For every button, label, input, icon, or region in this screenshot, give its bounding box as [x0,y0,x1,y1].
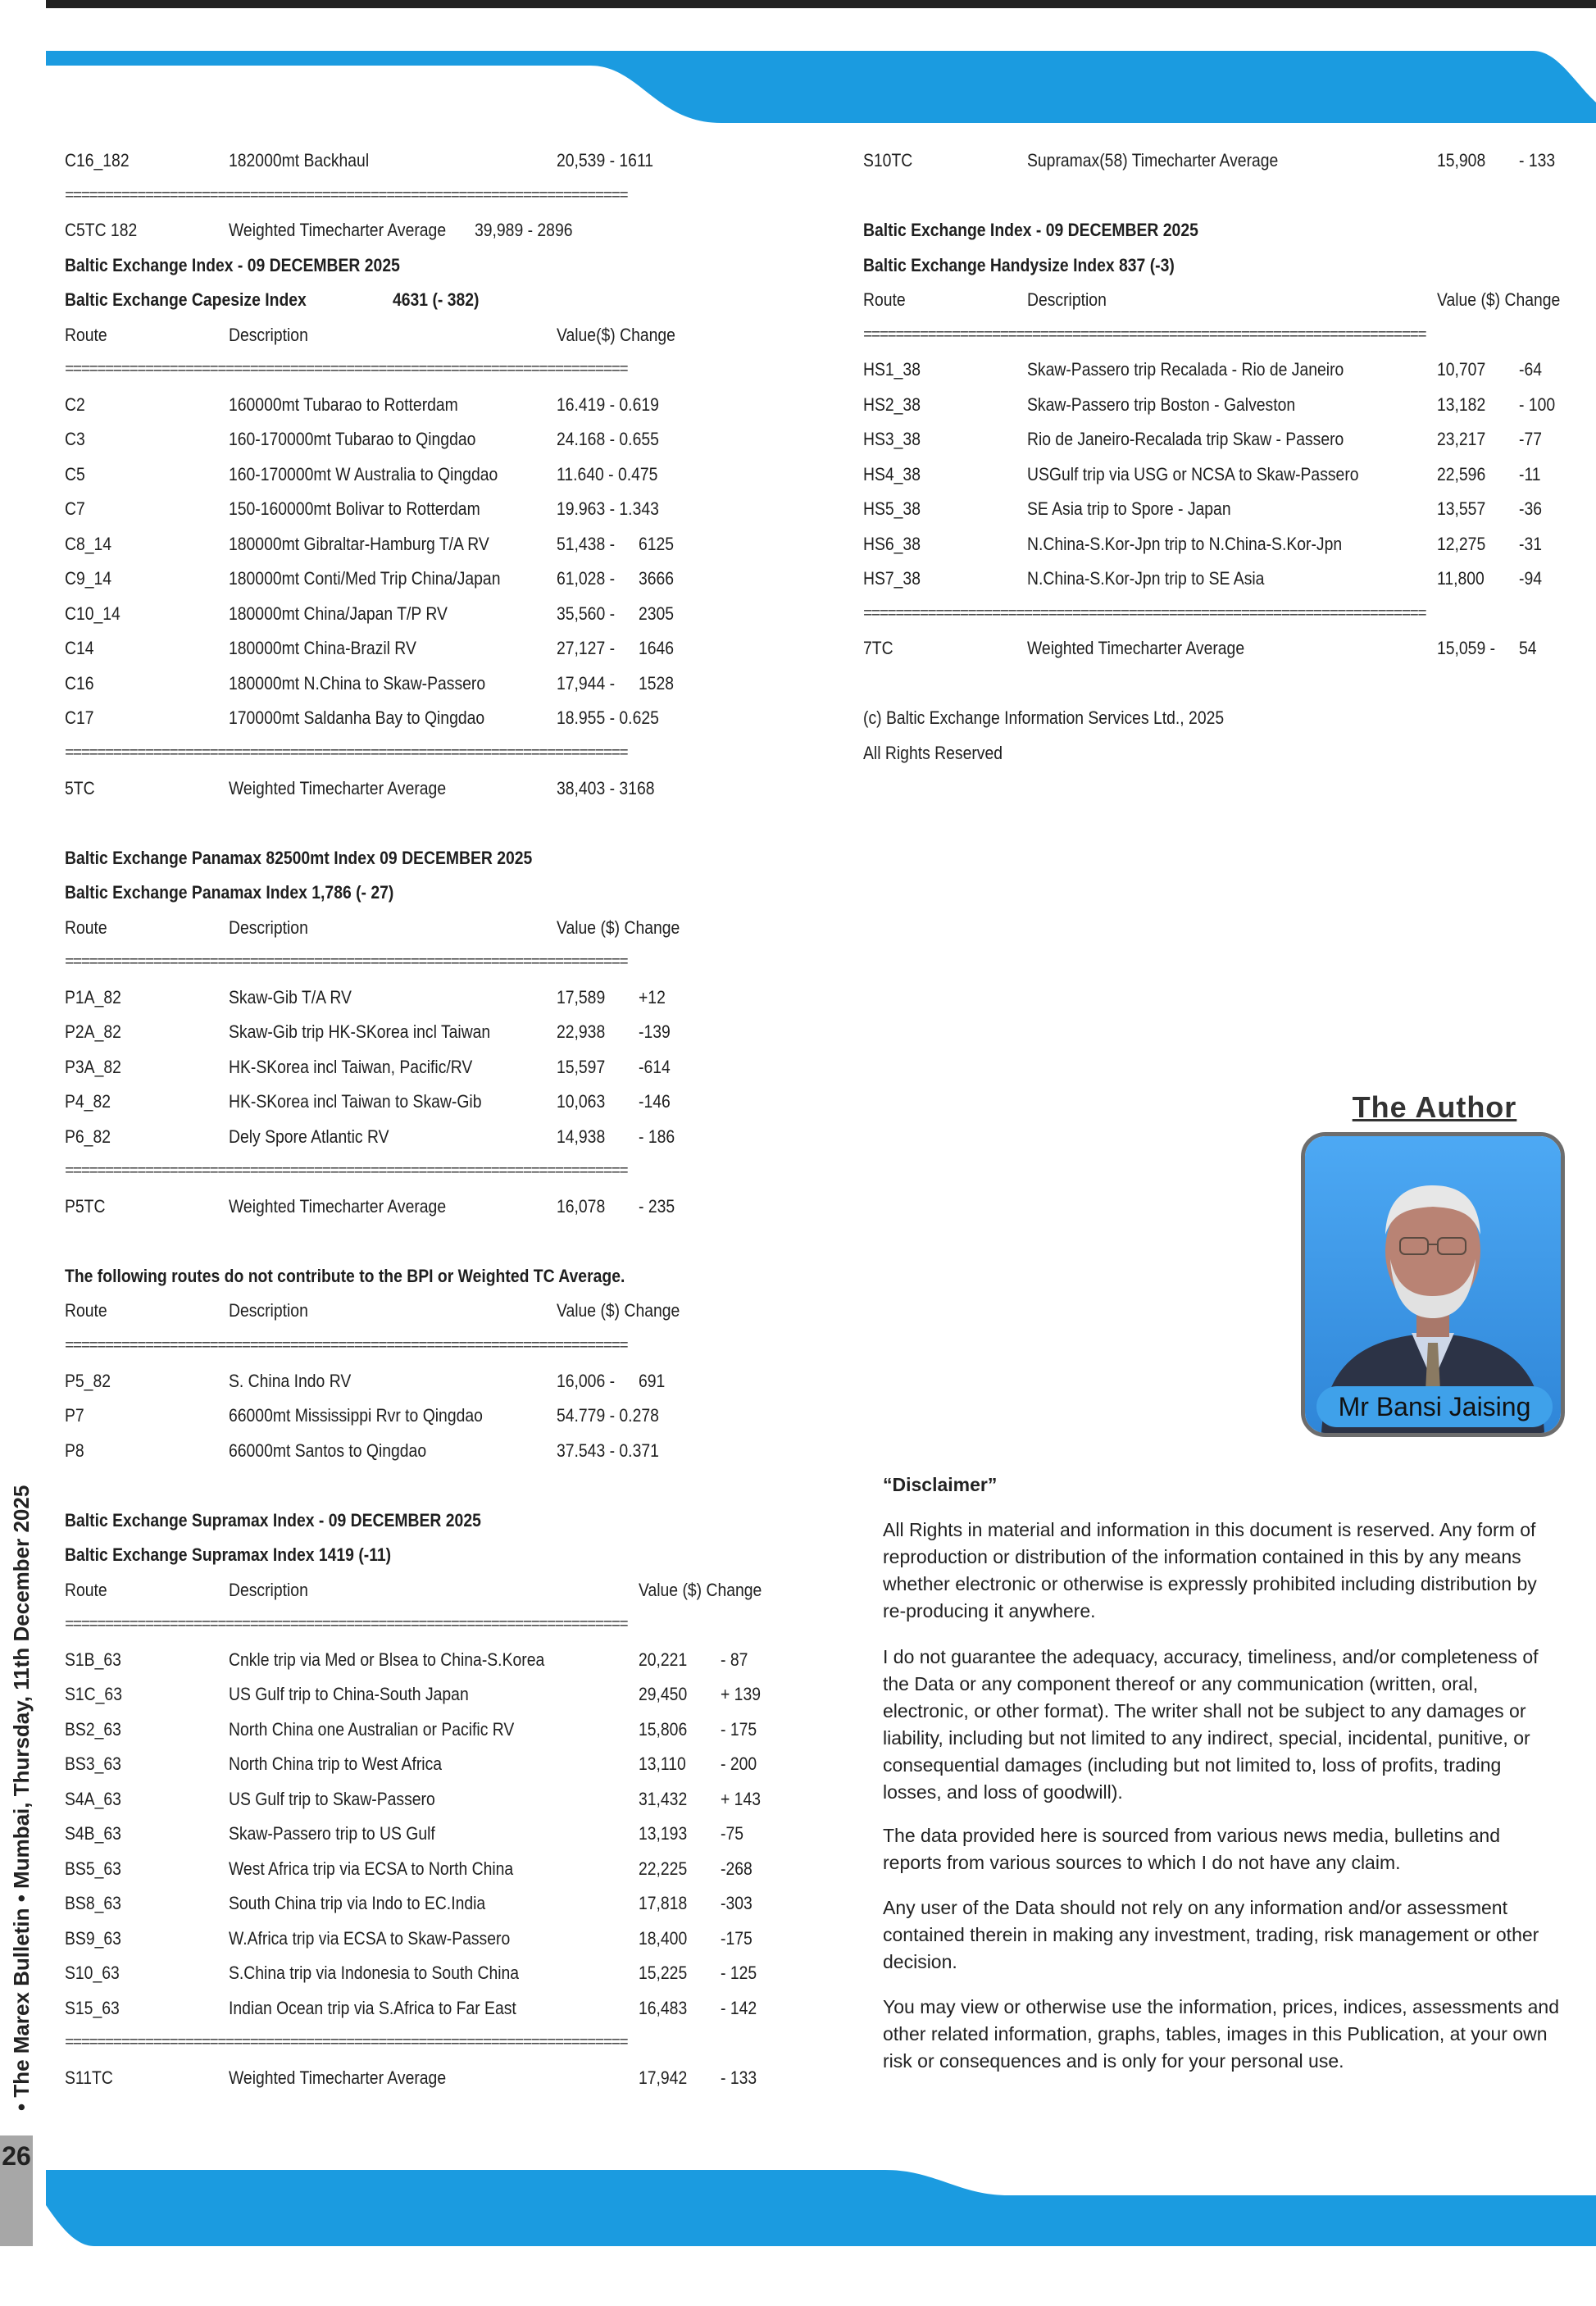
route-value: 17,589 [557,987,606,1007]
handysize-title: Baltic Exchange Index - 09 DECEMBER 2025 [863,220,1198,240]
route-value: 11,800 [1437,568,1485,589]
route-value: 16.419 - 0.619 [557,394,659,415]
column-header-description: Description [229,325,308,345]
route-code: S1B_63 [65,1649,121,1670]
route-value: 22,596 [1437,464,1486,484]
route-change: - 100 [1519,394,1556,415]
route-value: 54.779 - 0.278 [557,1405,659,1426]
route-description: Skaw-Passero trip to US Gulf [229,1823,435,1844]
route-change: - 200 [721,1753,757,1774]
route-code: C2 [65,394,85,415]
column-header-value: Value ($) Change [1437,289,1561,310]
author-name: Mr Bansi Jaising [1316,1386,1553,1427]
route-change: 6125 [639,534,675,554]
route-code: BS3_63 [65,1753,121,1774]
total-description: Weighted Timecharter Average [229,778,447,798]
side-publication-label: • The Marex Bulletin • Mumbai, Thursday, 11th December 2025 [9,1485,34,2111]
route-value: 13,557 [1437,498,1486,519]
route-description: Indian Ocean trip via S.Africa to Far East [229,1998,516,2018]
route-description: North China one Australian or Pacific RV [229,1719,515,1740]
route-description: W.Africa trip via ECSA to Skaw-Passero [229,1928,511,1949]
total-code: 5TC [65,778,95,798]
route-change: 1646 [639,638,675,658]
route-code: C16 [65,673,94,694]
panamax-title: Baltic Exchange Panamax 82500mt Index 09 DECEMBER 2025 [65,848,533,868]
c5tc-code: C5TC 182 [65,220,138,240]
route-value: 31,432 [639,1789,688,1809]
route-description: N.China-S.Kor-Jpn trip to N.China-S.Kor-Jpn [1027,534,1343,554]
route-value: 22,938 [557,1021,606,1042]
route-value: 24.168 - 0.655 [557,429,659,449]
route-description: 66000mt Mississippi Rvr to Qingdao [229,1405,483,1426]
supramax-index: Baltic Exchange Supramax Index 1419 (-11) [65,1544,392,1565]
route-description: USGulf trip via USG or NCSA to Skaw-Passero [1027,464,1359,484]
route-description: 180000mt Gibraltar-Hamburg T/A RV [229,534,489,554]
route-code: P6_82 [65,1126,111,1147]
disclaimer-paragraph: I do not guarantee the adequacy, accuracy, timeliness, and/or completeness of the Data or any component thereof or any communication (written, oral, electronic, or other format). The writer shall not be subject to any damages or liability, including but not limited to any indirect, special, incidental, punitive, or consequential damages (including but not limited to, loss of profits, trading losses, and loss of goodwill). [883,1646,1539,1803]
route-value: 51,438 - [557,534,616,554]
route-description: 160000mt Tubarao to Rotterdam [229,394,458,415]
disclaimer-paragraph: The data provided here is sourced from various news media, bulletins and reports from various sources to which I do not have any claim. [883,1825,1501,1873]
route-description: Skaw-Passero trip Boston - Galveston [1027,394,1296,415]
route-description: Skaw-Passero trip Recalada - Rio de Janeiro [1027,359,1344,380]
separator: ====================================================================== [65,1616,628,1634]
route-code: HS5_38 [863,498,921,519]
route-value: 16,006 - [557,1371,616,1391]
route-code: S15_63 [65,1998,120,2018]
page-number: 26 [2,2141,31,2171]
column-header-description: Description [229,1300,308,1321]
route-change: - 186 [639,1126,675,1147]
disclaimer-paragraph: All Rights in material and information in this document is reserved. Any form of reproduction or distribution of the information contained in this by any means whether electronic or otherwise is expressly prohibited including distribution by re-producing it anywhere. [883,1519,1537,1621]
route-code: S4B_63 [65,1823,121,1844]
route-code: C9_14 [65,568,112,589]
capesize-index-name: Baltic Exchange Capesize Index [65,289,307,310]
route-description: N.China-S.Kor-Jpn trip to SE Asia [1027,568,1265,589]
separator: ====================================================================== [65,1337,628,1355]
total-change: - 133 [721,2067,757,2088]
disclaimer-title: “Disclaimer” [883,1474,998,1495]
route-code: C17 [65,707,94,728]
c5tc-description: Weighted Timecharter Average [229,220,447,240]
total-description: Weighted Timecharter Average [1027,638,1245,658]
route-code: C14 [65,638,94,658]
separator: ====================================================================== [863,326,1426,344]
route-code: BS5_63 [65,1858,121,1879]
c5tc-value: 39,989 - 2896 [475,220,573,240]
route-change: 3666 [639,568,675,589]
separator: ====================================================================== [65,187,628,205]
route-change: -303 [721,1893,753,1913]
total-description: Weighted Timecharter Average [229,2067,447,2088]
route-change: -77 [1519,429,1542,449]
route-code: BS2_63 [65,1719,121,1740]
route-value: 13,110 [639,1753,686,1774]
route-code: C7 [65,498,85,519]
route-value: 10,063 [557,1091,606,1112]
route-description: HK-SKorea incl Taiwan, Pacific/RV [229,1057,473,1077]
route-value: 20,221 [639,1649,688,1670]
route-code: S1C_63 [65,1684,122,1704]
column-header-route: Route [65,1580,107,1600]
route-change: -36 [1519,498,1542,519]
route-change: +12 [639,987,666,1007]
panamax-index: Baltic Exchange Panamax Index 1,786 (- 27) [65,882,394,903]
column-header-route: Route [65,325,107,345]
total-code: P5TC [65,1196,106,1217]
route-description: 180000mt China-Brazil RV [229,638,416,658]
route-change: -614 [639,1057,671,1077]
separator: ====================================================================== [65,744,628,762]
route-value: 17,944 - [557,673,616,694]
disclaimer-paragraph: Any user of the Data should not rely on any information and/or assessment contained therein in making any investment, trading, risk management or other decision. [883,1897,1539,1972]
route-description: South China trip via Indo to EC.India [229,1893,486,1913]
route-code: C5 [65,464,85,484]
total-value: 17,942 [639,2067,688,2088]
copyright-text: (c) Baltic Exchange Information Services Ltd., 2025 [863,707,1225,728]
route-code: BS9_63 [65,1928,121,1949]
route-change: -31 [1519,534,1542,554]
route-value: 15,597 [557,1057,606,1077]
route-code: C3 [65,429,85,449]
total-value: 15,059 - [1437,638,1496,658]
route-code: C10_14 [65,603,120,624]
route-value: 18,400 [639,1928,688,1949]
route-change: + 139 [721,1684,761,1704]
total-code: 7TC [863,638,893,658]
route-change: - 87 [721,1649,748,1670]
route-description: 180000mt Conti/Med Trip China/Japan [229,568,501,589]
column-header-value: Value ($) Change [639,1580,762,1600]
separator: ====================================================================== [65,1162,628,1180]
route-value: 61,028 - [557,568,616,589]
route-description: 180000mt N.China to Skaw-Passero [229,673,486,694]
route-value: 14,938 [557,1126,606,1147]
route-code: C8_14 [65,534,112,554]
route-code: P2A_82 [65,1021,121,1042]
route-code: S10_63 [65,1963,120,1983]
separator: ====================================================================== [863,605,1426,623]
total-value: 16,078 [557,1196,606,1217]
route-code: P8 [65,1440,84,1461]
separator: ====================================================================== [65,361,628,379]
header-band [0,0,1596,123]
route-description: Skaw-Gib trip HK-SKorea incl Taiwan [229,1021,491,1042]
route-change: 1528 [639,673,675,694]
route-code: BS8_63 [65,1893,121,1913]
route-change: -94 [1519,568,1542,589]
route-code: P5_82 [65,1371,111,1391]
route-change: -175 [721,1928,753,1949]
route-code: P3A_82 [65,1057,121,1077]
route-code: HS4_38 [863,464,921,484]
route-description: 150-160000mt Bolivar to Rotterdam [229,498,480,519]
route-value: 13,182 [1437,394,1486,415]
supramax-title: Baltic Exchange Supramax Index - 09 DECEMBER 2025 [65,1510,481,1531]
route-value: 22,225 [639,1858,688,1879]
s10tc-description: Supramax(58) Timecharter Average [1027,150,1279,171]
route-description: West Africa trip via ECSA to North China [229,1858,514,1879]
route-change: -64 [1519,359,1542,380]
panamax-note: The following routes do not contribute to the BPI or Weighted TC Average. [65,1266,625,1286]
route-description: US Gulf trip to Skaw-Passero [229,1789,435,1809]
total-description: Weighted Timecharter Average [229,1196,447,1217]
route-value: 29,450 [639,1684,688,1704]
column-header-value: Value($) Change [557,325,675,345]
route-code: HS6_38 [863,534,921,554]
route-value: 11.640 - 0.475 [557,464,658,484]
route-value: 10,707 [1437,359,1486,380]
route-value: 37.543 - 0.371 [557,1440,659,1461]
column-header-route: Route [65,1300,107,1321]
author-heading: The Author [1352,1090,1517,1124]
route-code: P7 [65,1405,84,1426]
route-description: Dely Spore Atlantic RV [229,1126,389,1147]
route-description: 170000mt Saldanha Bay to Qingdao [229,707,485,728]
total-change: 54 [1519,638,1537,658]
route-code: HS7_38 [863,568,921,589]
s10tc-change: - 133 [1519,150,1556,171]
route-change: - 142 [721,1998,757,2018]
route-description: Skaw-Gib T/A RV [229,987,352,1007]
route-code: P4_82 [65,1091,111,1112]
column-header-route: Route [863,289,906,310]
route-value: 17,818 [639,1893,688,1913]
route-value: 35,560 - [557,603,616,624]
route-description: US Gulf trip to China-South Japan [229,1684,469,1704]
route-description: 66000mt Santos to Qingdao [229,1440,427,1461]
column-header-route: Route [65,917,107,938]
route-change: -11 [1519,464,1541,484]
route-change: + 143 [721,1789,761,1809]
column-header-value: Value ($) Change [557,917,680,938]
rights-text: All Rights Reserved [863,743,1003,763]
route-change: 2305 [639,603,675,624]
route-description: 180000mt China/Japan T/P RV [229,603,448,624]
footer-band [0,2164,1596,2246]
s10tc-value: 15,908 [1437,150,1486,171]
route-value: 12,275 [1437,534,1486,554]
route-value: 15,806 [639,1719,688,1740]
prev-route-code: C16_182 [65,150,130,171]
route-description: S.China trip via Indonesia to South China [229,1963,520,1983]
column-header-value: Value ($) Change [557,1300,680,1321]
route-value: 18.955 - 0.625 [557,707,659,728]
column-header-description: Description [1027,289,1107,310]
route-description: Cnkle trip via Med or Blsea to China-S.Korea [229,1649,545,1670]
route-description: HK-SKorea incl Taiwan to Skaw-Gib [229,1091,482,1112]
route-description: Rio de Janeiro-Recalada trip Skaw - Passero [1027,429,1344,449]
route-description: S. China Indo RV [229,1371,352,1391]
separator: ====================================================================== [65,953,628,971]
prev-route-description: 182000mt Backhaul [229,150,370,171]
route-code: P1A_82 [65,987,121,1007]
route-description: 160-170000mt Tubarao to Qingdao [229,429,476,449]
route-change: -75 [721,1823,743,1844]
route-change: - 125 [721,1963,757,1983]
route-value: 19.963 - 1.343 [557,498,659,519]
route-description: North China trip to West Africa [229,1753,443,1774]
route-description: 160-170000mt W Australia to Qingdao [229,464,498,484]
route-value: 23,217 [1437,429,1486,449]
capesize-index-title: Baltic Exchange Index - 09 DECEMBER 2025 [65,255,400,275]
total-change: - 235 [639,1196,675,1217]
route-value: 27,127 - [557,638,616,658]
route-code: S4A_63 [65,1789,121,1809]
route-change: 691 [639,1371,666,1391]
capesize-index-value: 4631 (- 382) [393,289,480,310]
route-change: - 175 [721,1719,757,1740]
column-header-description: Description [229,917,308,938]
route-change: -268 [721,1858,753,1879]
total-value: 38,403 - 3168 [557,778,655,798]
route-code: HS2_38 [863,394,921,415]
column-header-description: Description [229,1580,308,1600]
route-change: -146 [639,1091,671,1112]
disclaimer-paragraph: You may view or otherwise use the information, prices, indices, assessments and other related information, graphs, tables, images in this Publication, at your own risk or consequences and is only for your personal use. [883,1996,1559,2072]
prev-route-value: 20,539 - 1611 [557,150,654,171]
separator: ====================================================================== [65,2034,628,2052]
route-change: -139 [639,1021,671,1042]
total-code: S11TC [65,2067,113,2088]
route-code: HS1_38 [863,359,921,380]
route-value: 15,225 [639,1963,688,1983]
handysize-index: Baltic Exchange Handysize Index 837 (-3) [863,255,1175,275]
route-value: 13,193 [639,1823,688,1844]
route-description: SE Asia trip to Spore - Japan [1027,498,1231,519]
route-value: 16,483 [639,1998,688,2018]
s10tc-code: S10TC [863,150,913,171]
route-code: HS3_38 [863,429,921,449]
